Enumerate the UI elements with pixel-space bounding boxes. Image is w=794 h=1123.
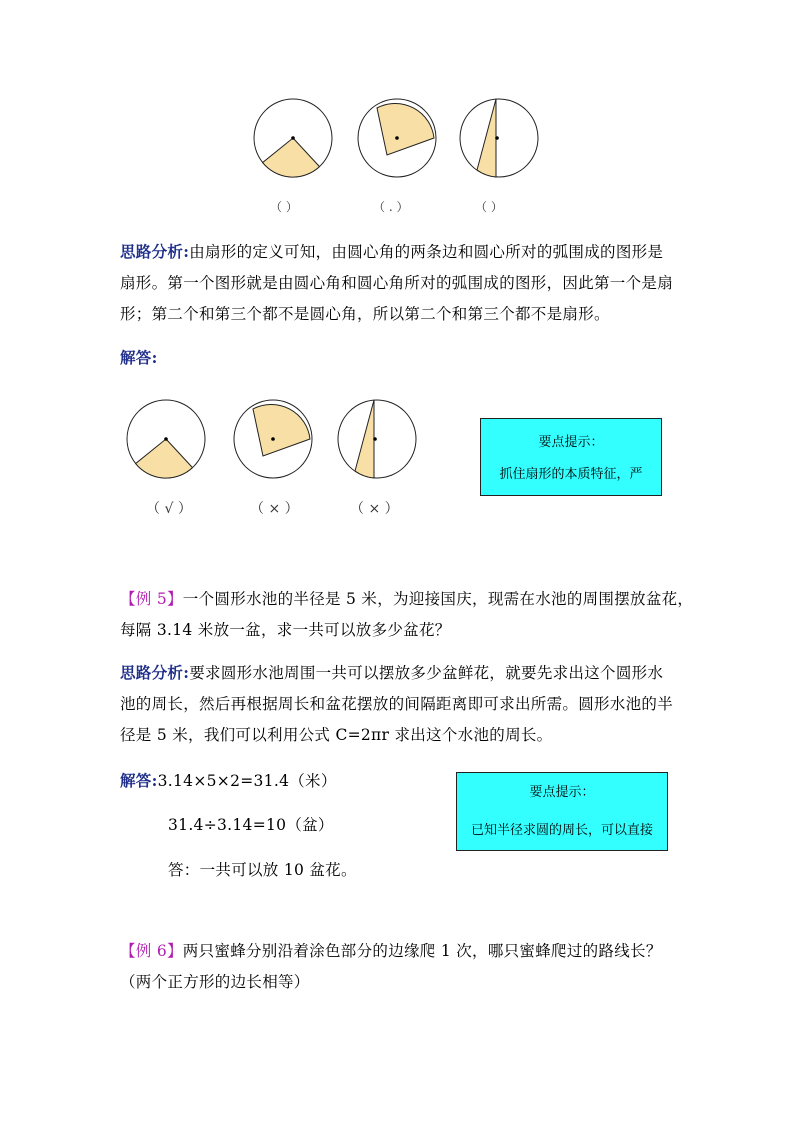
example5-analysis-line1 bbox=[120, 663, 663, 683]
tip-box-1 bbox=[480, 418, 662, 496]
answer-mark-1: （ √ ） bbox=[146, 501, 192, 517]
analysis1-line1 bbox=[120, 242, 663, 262]
figure-circle-1 bbox=[253, 98, 333, 178]
example5-line1 bbox=[120, 589, 693, 609]
example5-analysis-text1: 要求圆形水池周围一共可以摆放多少盆鲜花，就要先求出这个圆形水 bbox=[189, 664, 664, 682]
tip-box-2-title: 要点提示： bbox=[529, 785, 595, 800]
tip-box-1-title: 要点提示： bbox=[538, 435, 604, 450]
example5-calc1: 3.14×5×2=31.4（米） bbox=[157, 772, 337, 790]
answer-circle-3 bbox=[337, 399, 417, 479]
example5-answer-label: 解答: bbox=[120, 771, 158, 790]
answer-blank-1: （ ） bbox=[270, 200, 298, 214]
example5-final-answer: 答：一共可以放 10 盆花。 bbox=[168, 861, 357, 879]
analysis1-line3: 形；第二个和第三个都不是圆心角，所以第二个和第三个都不是扇形。 bbox=[120, 305, 610, 323]
answer-mark-3: （ × ） bbox=[350, 501, 399, 517]
example5-tag: 【例 5】 bbox=[120, 590, 183, 608]
answer-blank-3: （ ） bbox=[475, 200, 503, 214]
tip-box-2 bbox=[456, 772, 668, 851]
example6-text1: 两只蜜蜂分别沿着涂色部分的边缘爬 1 次，哪只蜜蜂爬过的路线长？ bbox=[182, 942, 662, 960]
example5-answer-line1 bbox=[120, 771, 337, 791]
example5-analysis-line2: 池的周长，然后再根据周长和盆花摆放的间隔距离即可求出所需。圆形水池的半 bbox=[120, 695, 674, 713]
analysis1-text1: 由扇形的定义可知，由圆心角的两条边和圆心所对的弧围成的图形是 bbox=[189, 243, 664, 261]
analysis-label: 思路分析: bbox=[120, 242, 190, 261]
example5-line2: 每隔 3.14 米放一盆，求一共可以放多少盆花？ bbox=[120, 621, 451, 639]
example6-line2: （两个正方形的边长相等） bbox=[120, 973, 310, 991]
answer-label: 解答: bbox=[120, 348, 158, 367]
example6-tag: 【例 6】 bbox=[120, 942, 183, 960]
analysis1-line2: 扇形。第一个图形就是由圆心角和圆心角所对的弧围成的图形，因此第一个是扇 bbox=[120, 274, 674, 292]
tip-box-2-text: 已知半径求圆的周长，可以直接 bbox=[470, 823, 653, 838]
example5-analysis-label: 思路分析: bbox=[120, 663, 190, 682]
figure-circle-2 bbox=[357, 98, 437, 178]
example5-text1: 一个圆形水池的半径是 5 米，为迎接国庆，现需在水池的周围摆放盆花， bbox=[182, 590, 694, 608]
example6-line1 bbox=[120, 941, 662, 961]
answer-circle-2 bbox=[233, 399, 313, 479]
example5-analysis-line3: 径是 5 米，我们可以利用公式 C=2πr 求出这个水池的周长。 bbox=[120, 726, 553, 744]
answer-mark-2: （ × ） bbox=[250, 501, 299, 517]
tip-box-1-text: 抓住扇形的本质特征，严 bbox=[499, 467, 643, 482]
answer-blank-2: （ . ） bbox=[373, 200, 409, 214]
figure-circle-3 bbox=[459, 98, 539, 178]
example5-calc2: 31.4÷3.14=10（盆） bbox=[168, 816, 334, 834]
answer-circle-1 bbox=[126, 399, 206, 479]
